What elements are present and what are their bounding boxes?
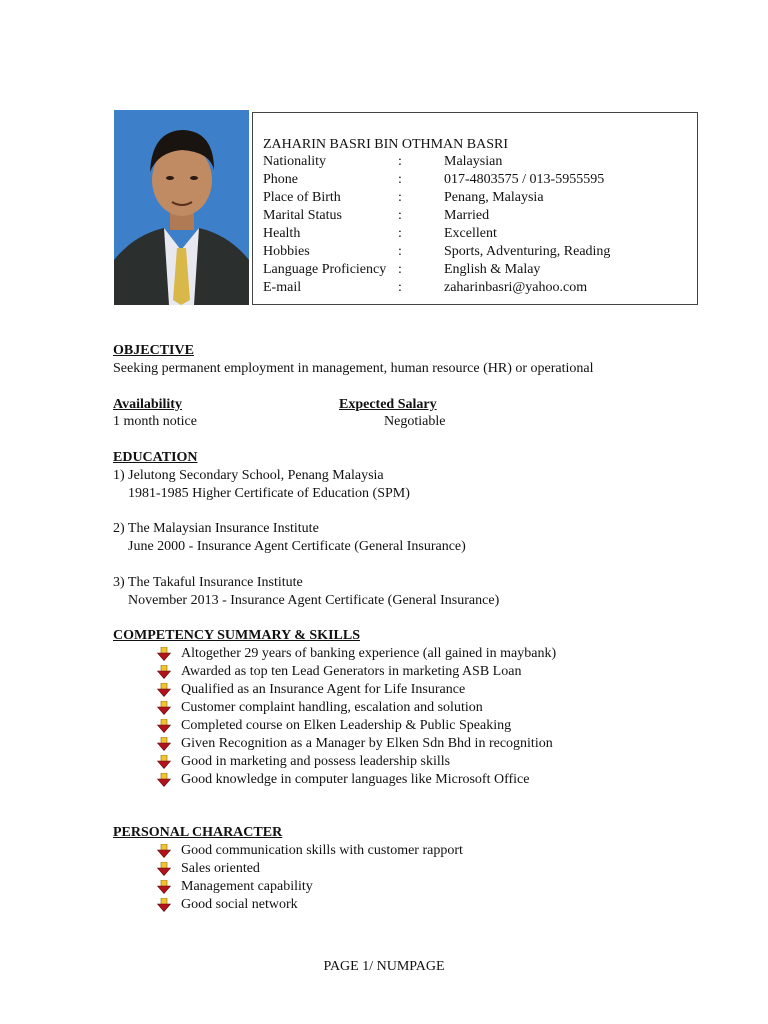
arrow-down-icon (157, 719, 171, 733)
info-label: Health (263, 226, 301, 241)
bullet-text: Good knowledge in computer languages like Microsoft Office (181, 772, 530, 787)
education-title: 2) The Malaysian Insurance Institute (113, 521, 319, 536)
info-label: Nationality (263, 154, 326, 169)
info-label: E-mail (263, 280, 302, 295)
education-detail: June 2000 - Insurance Agent Certificate (General Insurance) (128, 539, 466, 554)
bullet-text: Customer complaint handling, escalation and solution (181, 700, 483, 715)
availability-value: 1 month notice (113, 414, 197, 429)
objective-text: Seeking permanent employment in management, human resource (HR) or operational (113, 361, 594, 376)
objective-heading: OBJECTIVE (113, 343, 194, 358)
education-heading: EDUCATION (113, 450, 198, 465)
arrow-down-icon (157, 880, 171, 894)
info-value: Penang, Malaysia (444, 190, 544, 205)
info-label: Hobbies (263, 244, 310, 259)
info-separator: : (398, 190, 402, 205)
profile-photo (114, 110, 249, 305)
bullet-text: Altogether 29 years of banking experience (all gained in maybank) (181, 646, 557, 661)
education-title: 3) The Takaful Insurance Institute (113, 575, 303, 590)
education-detail: 1981-1985 Higher Certificate of Education (SPM) (128, 486, 410, 501)
arrow-down-icon (157, 665, 171, 679)
info-separator: : (398, 262, 402, 277)
arrow-down-icon (157, 701, 171, 715)
info-separator: : (398, 154, 402, 169)
info-label: Marital Status (263, 208, 342, 223)
info-separator: : (398, 172, 402, 187)
bullet-text: Good communication skills with customer rapport (181, 843, 463, 858)
info-value: Excellent (444, 226, 497, 241)
bullet-text: Good in marketing and possess leadership skills (181, 754, 451, 769)
arrow-down-icon (157, 844, 171, 858)
info-value: Sports, Adventuring, Reading (444, 244, 611, 259)
info-value: Married (444, 208, 490, 223)
info-value: English & Malay (444, 262, 541, 277)
arrow-down-icon (157, 647, 171, 661)
arrow-down-icon (157, 683, 171, 697)
arrow-down-icon (157, 737, 171, 751)
arrow-down-icon (157, 898, 171, 912)
competency-heading: COMPETENCY SUMMARY & SKILLS (113, 628, 360, 643)
info-separator: : (398, 208, 402, 223)
bullet-text: Qualified as an Insurance Agent for Life Insurance (181, 682, 466, 697)
email-link[interactable]: zaharinbasri@yahoo.com (444, 280, 588, 295)
info-label: Language Proficiency (263, 262, 387, 277)
bullet-text: Given Recognition as a Manager by Elken Sdn Bhd in recognition (181, 736, 553, 751)
info-separator: : (398, 244, 402, 259)
arrow-down-icon (157, 862, 171, 876)
info-value: 017-4803575 / 013-5955595 (444, 172, 605, 187)
character-heading: PERSONAL CHARACTER (113, 825, 283, 840)
availability-heading: Availability (113, 397, 182, 412)
bullet-text: Good social network (181, 897, 298, 912)
bullet-text: Awarded as top ten Lead Generators in marketing ASB Loan (181, 664, 522, 679)
info-separator: : (398, 226, 402, 241)
education-detail: November 2013 - Insurance Agent Certificate (General Insurance) (128, 593, 500, 608)
salary-value: Negotiable (384, 414, 446, 429)
candidate-name: ZAHARIN BASRI BIN OTHMAN BASRI (263, 137, 509, 152)
bullet-text: Completed course on Elken Leadership & Public Speaking (181, 718, 512, 733)
info-label: Phone (263, 172, 298, 187)
education-title: 1) Jelutong Secondary School, Penang Malaysia (113, 468, 384, 483)
info-value: Malaysian (444, 154, 503, 169)
bullet-text: Management capability (181, 879, 313, 894)
page-footer: PAGE 1/ NUMPAGE (323, 959, 445, 974)
arrow-down-icon (157, 755, 171, 769)
bullet-text: Sales oriented (181, 861, 260, 876)
info-label: Place of Birth (263, 190, 341, 205)
info-separator: : (398, 280, 402, 295)
arrow-down-icon (157, 773, 171, 787)
salary-heading: Expected Salary (339, 397, 437, 412)
